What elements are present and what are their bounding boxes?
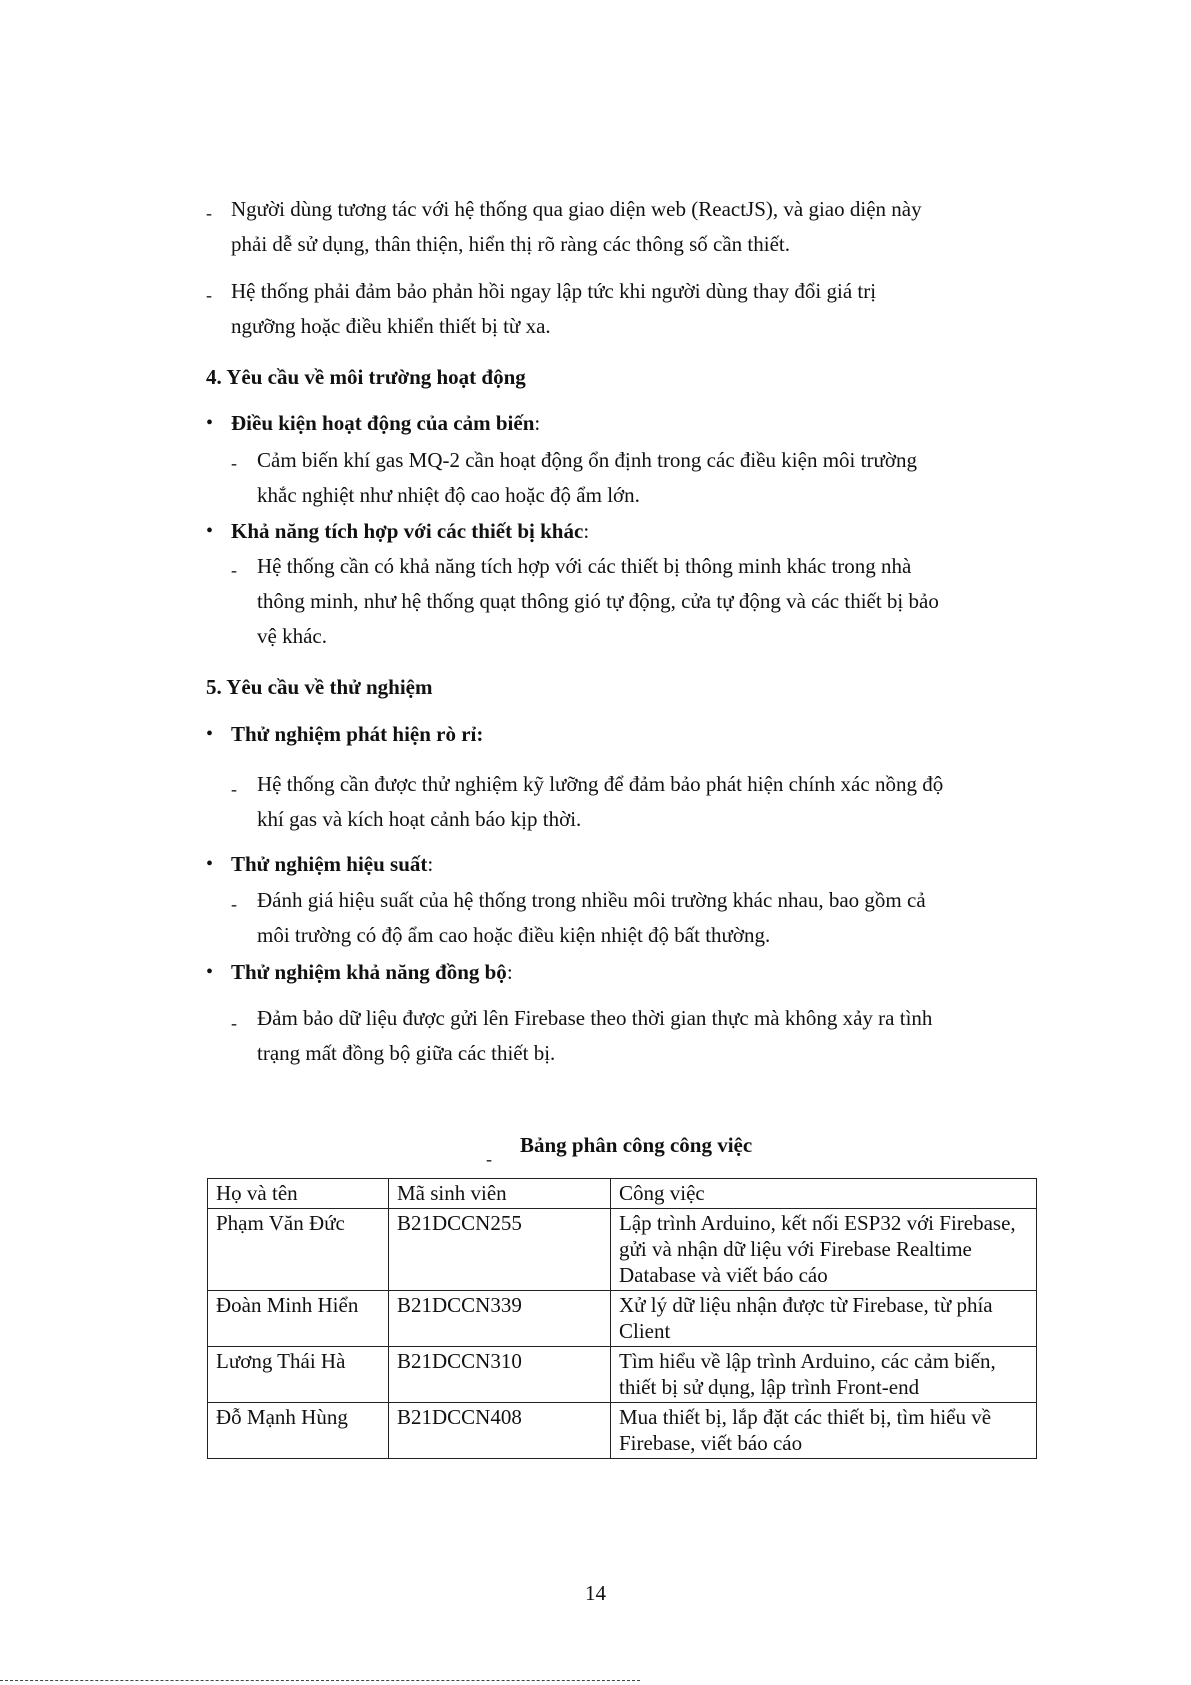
bullet-marker: • <box>206 853 214 875</box>
cell-name: Lương Thái Hà <box>208 1347 389 1403</box>
table-row <box>208 1209 1037 1291</box>
page-number: 14 <box>585 1581 606 1605</box>
integration-line1: Hệ thống cần có khả năng tích hợp với các thiết bị thông minh khác trong nhà <box>257 554 912 578</box>
sync-test-line2: trạng mất đồng bộ giữa các thiết bị. <box>257 1041 556 1065</box>
paragraph-response-line1: Hệ thống phải đảm bảo phản hồi ngay lập tức khi người dùng thay đổi giá trị <box>231 279 877 303</box>
section-4-heading: 4. Yêu cầu về môi trường hoạt động <box>206 365 526 389</box>
bullet-integration: Khả năng tích hợp với các thiết bị khác: <box>231 519 590 543</box>
dash-marker: - <box>231 779 237 799</box>
header-name: Họ và tên <box>208 1179 389 1209</box>
cell-name: Đoàn Minh Hiển <box>208 1291 389 1347</box>
integration-line3: vệ khác. <box>257 624 327 648</box>
dash-marker: - <box>206 203 212 223</box>
cell-task: Tìm hiểu về lập trình Arduino, các cảm biến, thiết bị sử dụng, lập trình Front-end <box>611 1347 1037 1403</box>
table-row <box>208 1403 1037 1459</box>
dash-marker: - <box>231 453 237 473</box>
assignment-table <box>207 1178 1037 1459</box>
bullet-performance-test: Thử nghiệm hiệu suất: <box>231 852 434 876</box>
table-row <box>208 1347 1037 1403</box>
table-row <box>208 1291 1037 1347</box>
bullet-leak-test: Thử nghiệm phát hiện rò rỉ: <box>231 722 484 746</box>
bullet-marker: • <box>206 412 214 434</box>
footer-divider <box>0 1680 640 1683</box>
performance-test-line2: môi trường có độ ẩm cao hoặc điều kiện nhiệt độ bất thường. <box>257 923 771 947</box>
header-task: Công việc <box>611 1179 1037 1209</box>
cell-task: Lập trình Arduino, kết nối ESP32 với Firebase, gửi và nhận dữ liệu với Firebase Realtime Database và viết báo cáo <box>611 1209 1037 1291</box>
paragraph-ui-line2: phải dễ sử dụng, thân thiện, hiển thị rõ ràng các thông số cần thiết. <box>231 232 790 256</box>
dash-marker: - <box>231 894 237 914</box>
table-header-row <box>208 1179 1037 1209</box>
sensor-conditions-line2: khắc nghiệt như nhiệt độ cao hoặc độ ẩm lớn. <box>257 483 640 507</box>
sensor-conditions-line1: Cảm biến khí gas MQ-2 cần hoạt động ổn định trong các điều kiện môi trường <box>257 448 917 472</box>
dash-marker: - <box>206 285 212 305</box>
cell-student-id: B21DCCN408 <box>389 1403 611 1459</box>
bullet-marker: • <box>206 723 214 745</box>
performance-test-line1: Đánh giá hiệu suất của hệ thống trong nhiều môi trường khác nhau, bao gồm cả <box>257 888 926 912</box>
cell-student-id: B21DCCN310 <box>389 1347 611 1403</box>
bullet-sensor-conditions: Điều kiện hoạt động của cảm biến: <box>231 411 541 435</box>
dash-marker: - <box>231 560 237 580</box>
leak-test-line1: Hệ thống cần được thử nghiệm kỹ lưỡng để đảm bảo phát hiện chính xác nồng độ <box>257 772 944 796</box>
leak-test-line2: khí gas và kích hoạt cảnh báo kịp thời. <box>257 807 582 831</box>
cell-task: Mua thiết bị, lắp đặt các thiết bị, tìm hiểu về Firebase, viết báo cáo <box>611 1403 1037 1459</box>
cell-task: Xử lý dữ liệu nhận được từ Firebase, từ phía Client <box>611 1291 1037 1347</box>
integration-line2: thông minh, như hệ thống quạt thông gió tự động, cửa tự động và các thiết bị bảo <box>257 589 939 613</box>
header-student-id: Mã sinh viên <box>389 1179 611 1209</box>
paragraph-response-line2: ngưỡng hoặc điều khiển thiết bị từ xa. <box>231 314 551 338</box>
dash-marker: - <box>231 1013 237 1033</box>
cell-name: Phạm Văn Đức <box>208 1209 389 1291</box>
bullet-marker: • <box>206 961 214 983</box>
section-5-heading: 5. Yêu cầu về thử nghiệm <box>206 675 433 699</box>
paragraph-ui-line1: Người dùng tương tác với hệ thống qua giao diện web (ReactJS), và giao diện này <box>231 197 922 221</box>
cell-student-id: B21DCCN255 <box>389 1209 611 1291</box>
bullet-marker: • <box>206 520 214 542</box>
sync-test-line1: Đảm bảo dữ liệu được gửi lên Firebase theo thời gian thực mà không xảy ra tình <box>257 1006 933 1030</box>
cell-student-id: B21DCCN339 <box>389 1291 611 1347</box>
dash-marker: - <box>486 1149 492 1169</box>
cell-name: Đỗ Mạnh Hùng <box>208 1403 389 1459</box>
table-caption: Bảng phân công công việc <box>520 1133 753 1157</box>
bullet-sync-test: Thử nghiệm khả năng đồng bộ: <box>231 960 513 984</box>
